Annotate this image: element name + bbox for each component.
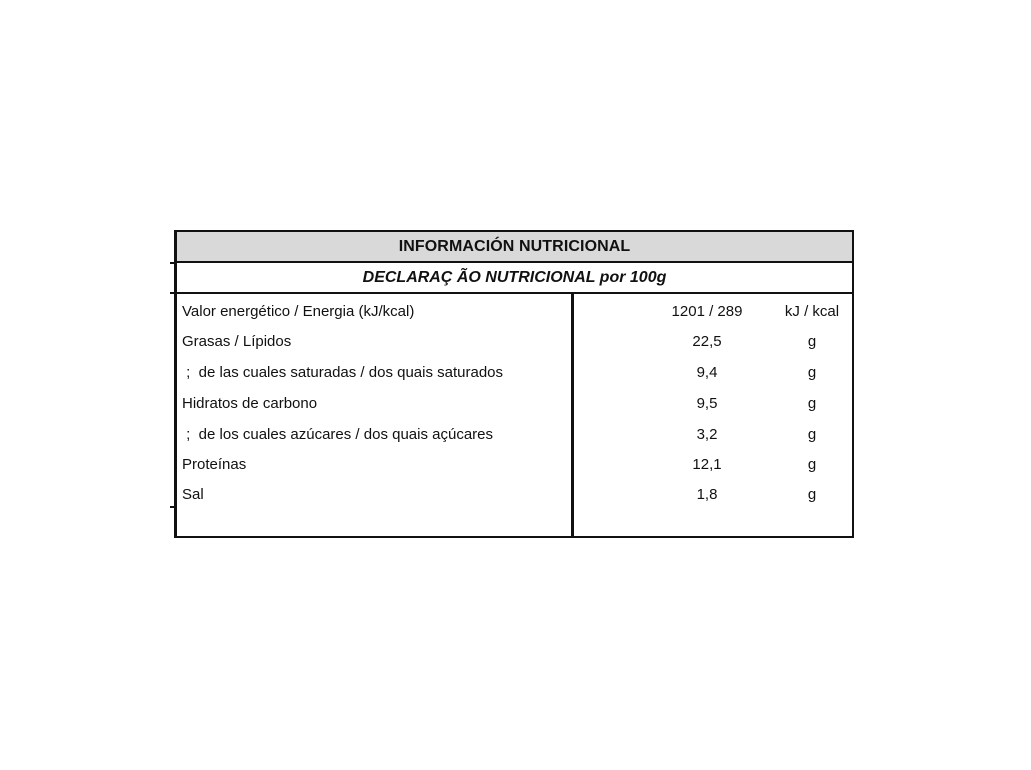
row-value: 1201 / 289 xyxy=(671,303,743,320)
row-value: 9,4 xyxy=(696,364,718,381)
table-row xyxy=(177,480,852,510)
row-unit: g xyxy=(807,395,817,412)
row-value: 3,2 xyxy=(696,426,718,443)
row-label: ; de las cuales saturadas / dos quais saturados xyxy=(182,364,504,381)
row-label: Sal xyxy=(182,486,204,503)
row-label: ; de los cuales azúcares / dos quais açúcares xyxy=(182,426,494,443)
row-unit: kJ / kcal xyxy=(784,303,840,320)
table-row xyxy=(177,420,852,450)
row-label: Hidratos de carbono xyxy=(182,395,318,412)
row-unit: g xyxy=(807,364,817,381)
row-unit: g xyxy=(807,486,817,503)
table-row xyxy=(177,297,852,327)
row-label: Proteínas xyxy=(182,456,247,473)
row-unit: g xyxy=(807,333,817,350)
table-body xyxy=(177,294,852,538)
border-tick-mark xyxy=(170,292,174,294)
row-unit: g xyxy=(807,456,817,473)
table-title: INFORMACIÓN NUTRICIONAL xyxy=(177,232,852,263)
table-row xyxy=(177,358,852,388)
table-subtitle: DECLARAÇ ÃO NUTRICIONAL por 100g xyxy=(177,263,852,294)
row-unit: g xyxy=(807,426,817,443)
row-value: 22,5 xyxy=(692,333,722,350)
border-tick-mark xyxy=(170,506,174,508)
row-value: 12,1 xyxy=(692,456,722,473)
table-row xyxy=(177,389,852,419)
table-row xyxy=(177,450,852,480)
border-tick-mark xyxy=(170,262,174,264)
table-row xyxy=(177,327,852,357)
row-label: Valor energético / Energia (kJ/kcal) xyxy=(182,303,415,320)
row-value: 1,8 xyxy=(696,486,718,503)
nutrition-table xyxy=(174,230,854,538)
row-value: 9,5 xyxy=(696,395,718,412)
row-label: Grasas / Lípidos xyxy=(182,333,292,350)
